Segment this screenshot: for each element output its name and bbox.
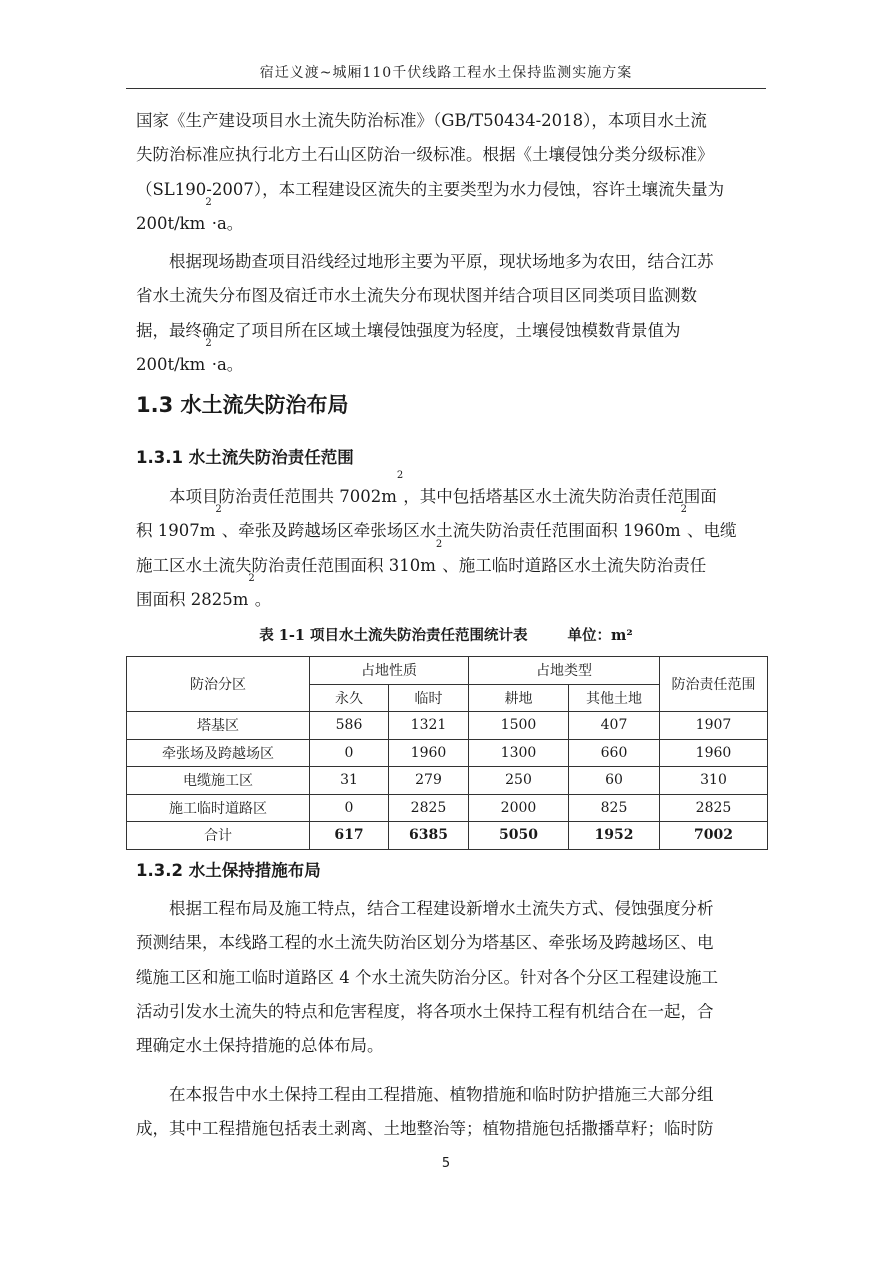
cell-permanent: 0 bbox=[310, 739, 389, 767]
paragraph-line: 据，最终确定了项目所在区域土壤侵蚀强度为轻度，土壤侵蚀模数背景值为 bbox=[136, 320, 681, 340]
table-caption-title: 表 1-1 项目水土流失防治责任范围统计表 bbox=[259, 627, 528, 644]
paragraph-line bbox=[136, 196, 758, 241]
table-row bbox=[127, 794, 768, 822]
table-row bbox=[127, 712, 768, 740]
subsection-heading: 1.3.2 水土保持措施布局 bbox=[136, 861, 321, 880]
paragraph-line: 成，其中工程措施包括表土剥离、土地整治等；植物措施包括撒播草籽；临时防 bbox=[136, 1119, 714, 1139]
table-caption bbox=[136, 624, 756, 645]
cell-zone: 电缆施工区 bbox=[127, 767, 310, 795]
cell-permanent: 617 bbox=[310, 822, 389, 850]
text-run: 200t/km bbox=[136, 213, 206, 233]
header-permanent: 永久 bbox=[310, 684, 389, 712]
table-header-row bbox=[127, 657, 768, 685]
paragraph-line: 活动引发水土流失的特点和危害程度，将各项水土保持工程有机结合在一起，合 bbox=[136, 1001, 714, 1021]
paragraph-line: 在本报告中水土保持工程由工程措施、植物措施和临时防护措施三大部分组 bbox=[169, 1085, 714, 1104]
text-run: 积 1907m bbox=[136, 521, 216, 541]
header-scope: 防治责任范围 bbox=[660, 657, 768, 712]
text-run: 、牵张及跨越场区牵张场区水土流失防治责任范围面积 1960m bbox=[221, 521, 681, 541]
cell-zone: 合计 bbox=[127, 822, 310, 850]
cell-zone: 施工临时道路区 bbox=[127, 794, 310, 822]
paragraph-line bbox=[136, 470, 758, 514]
cell-temporary: 279 bbox=[389, 767, 469, 795]
page-number: 5 bbox=[441, 1156, 451, 1171]
table-row bbox=[127, 767, 768, 795]
cell-temporary: 1321 bbox=[389, 712, 469, 740]
paragraph-responsibility-scope bbox=[136, 470, 758, 617]
cell-zone: 牵张场及跨越场区 bbox=[127, 739, 310, 767]
paragraph-line bbox=[136, 504, 758, 548]
cell-other-land: 660 bbox=[569, 739, 660, 767]
cell-farmland: 1500 bbox=[469, 712, 569, 740]
cell-scope: 2825 bbox=[660, 794, 768, 822]
subsection-heading: 1.3.1 水土流失防治责任范围 bbox=[136, 448, 354, 467]
text-run: ·a。 bbox=[211, 354, 244, 374]
responsibility-scope-table bbox=[126, 656, 768, 850]
cell-farmland: 2000 bbox=[469, 794, 569, 822]
text-run: 200t/km bbox=[136, 354, 206, 374]
cell-temporary: 2825 bbox=[389, 794, 469, 822]
paragraph-standards bbox=[136, 104, 758, 241]
text-run: 、电缆 bbox=[687, 521, 737, 541]
paragraph-line: 失防治标准应执行北方土石山区防治一级标准。根据《土壤侵蚀分类分级标准》 bbox=[136, 145, 714, 165]
paragraph-line: 根据现场勘查项目沿线经过地形主要为平原，现状场地多为农田，结合江苏 bbox=[169, 252, 714, 271]
cell-scope: 1960 bbox=[660, 739, 768, 767]
paragraph-measure-types bbox=[136, 1078, 758, 1147]
text-run: 本项目防治责任范围共 7002m bbox=[169, 487, 397, 506]
cell-other-land: 1952 bbox=[569, 822, 660, 850]
header-temporary: 临时 bbox=[389, 684, 469, 712]
superscript: 2 bbox=[205, 337, 212, 349]
paragraph-line: 预测结果，本线路工程的水土流失防治区划分为塔基区、牵张场及跨越场区、电 bbox=[136, 933, 714, 953]
cell-zone: 塔基区 bbox=[127, 712, 310, 740]
paragraph-line bbox=[136, 337, 758, 382]
cell-scope: 7002 bbox=[660, 822, 768, 850]
superscript: 2 bbox=[396, 470, 404, 481]
paragraph-line bbox=[136, 538, 758, 583]
header-zone: 防治分区 bbox=[127, 657, 310, 712]
header-land-nature: 占地性质 bbox=[310, 657, 469, 685]
superscript: 2 bbox=[435, 538, 443, 550]
cell-temporary: 1960 bbox=[389, 739, 469, 767]
paragraph-survey bbox=[136, 245, 758, 382]
table-unit: 单位：m² bbox=[567, 627, 633, 644]
cell-other-land: 407 bbox=[569, 712, 660, 740]
cell-farmland: 5050 bbox=[469, 822, 569, 850]
cell-permanent: 31 bbox=[310, 767, 389, 795]
cell-permanent: 586 bbox=[310, 712, 389, 740]
cell-scope: 1907 bbox=[660, 712, 768, 740]
paragraph-line: （SL190-2007），本工程建设区流失的主要类型为水力侵蚀，容许土壤流失量为 bbox=[136, 179, 725, 199]
paragraph-measure-layout bbox=[136, 892, 758, 1063]
cell-other-land: 825 bbox=[569, 794, 660, 822]
header-divider bbox=[126, 88, 766, 89]
paragraph-line bbox=[136, 572, 758, 617]
text-run: 围面积 2825m bbox=[136, 589, 249, 609]
paragraph-line: 国家《生产建设项目水土流失防治标准》（GB/T50434-2018），本项目水土流 bbox=[136, 111, 707, 130]
table-total-row bbox=[127, 822, 768, 850]
cell-temporary: 6385 bbox=[389, 822, 469, 850]
text-run: ，其中包括塔基区水土流失防治责任范围面 bbox=[403, 487, 717, 506]
superscript: 2 bbox=[215, 504, 222, 516]
paragraph-line: 缆施工区和施工临时道路区 4 个水土流失防治分区。针对各个分区工程建设施工 bbox=[136, 967, 718, 987]
cell-scope: 310 bbox=[660, 767, 768, 795]
running-header: 宿迁义渡~城厢110千伏线路工程水土保持监测实施方案 bbox=[259, 65, 633, 81]
text-run: 。 bbox=[254, 589, 272, 609]
superscript: 2 bbox=[680, 504, 688, 516]
header-other-land: 其他土地 bbox=[569, 684, 660, 712]
text-run: ·a。 bbox=[211, 213, 244, 233]
text-run: 、施工临时道路区水土流失防治责任 bbox=[442, 555, 707, 575]
cell-farmland: 250 bbox=[469, 767, 569, 795]
paragraph-line: 理确定水土保持措施的总体布局。 bbox=[136, 1036, 384, 1056]
table-row bbox=[127, 739, 768, 767]
superscript: 2 bbox=[205, 196, 212, 208]
paragraph-line: 省水土流失分布图及宿迁市水土流失分布现状图并结合项目区同类项目监测数 bbox=[136, 286, 697, 306]
cell-farmland: 1300 bbox=[469, 739, 569, 767]
cell-permanent: 0 bbox=[310, 794, 389, 822]
text-run: 施工区水土流失防治责任范围面积 310m bbox=[136, 555, 436, 575]
header-farmland: 耕地 bbox=[469, 684, 569, 712]
cell-other-land: 60 bbox=[569, 767, 660, 795]
paragraph-line: 根据工程布局及施工特点，结合工程建设新增水土流失方式、侵蚀强度分析 bbox=[169, 899, 714, 918]
header-land-type: 占地类型 bbox=[469, 657, 660, 685]
section-heading: 1.3 水土流失防治布局 bbox=[136, 393, 349, 417]
superscript: 2 bbox=[248, 572, 255, 584]
